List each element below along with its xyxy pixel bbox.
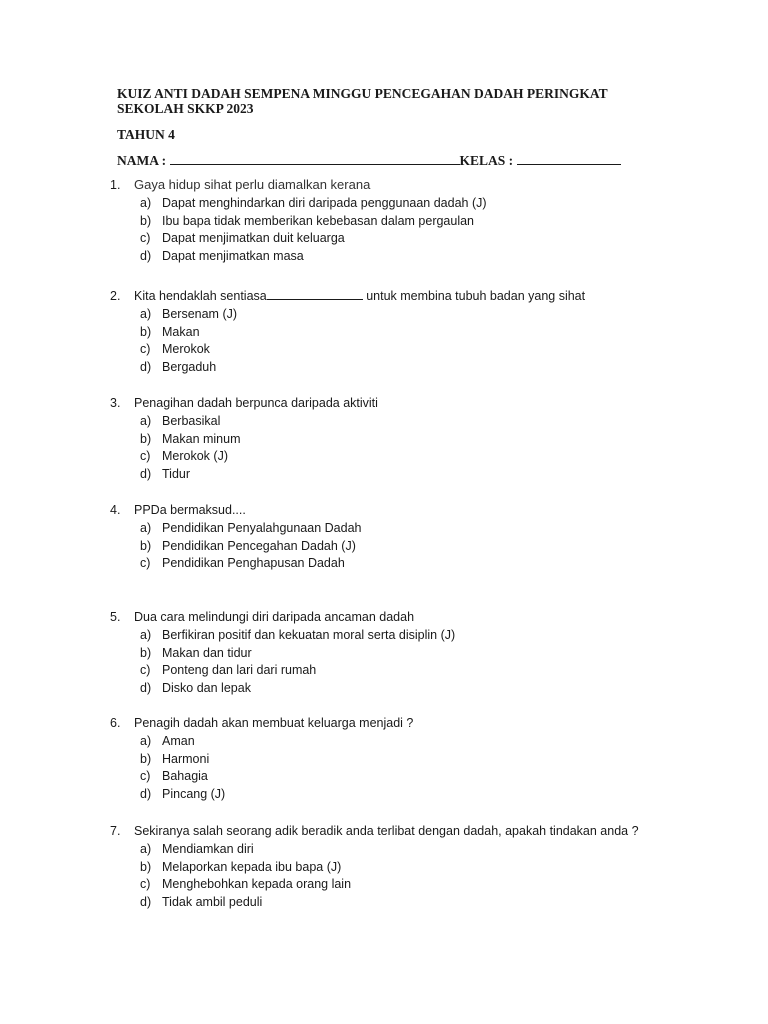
option-text: Disko dan lepak — [162, 681, 251, 696]
option-c — [110, 341, 585, 359]
option-text: Ibu bapa tidak memberikan kebebasan dalam pergaulan — [162, 213, 475, 228]
option-text: Makan dan tidur — [162, 645, 252, 660]
option-letter: d) — [140, 467, 152, 482]
question-number: 5. — [110, 610, 121, 624]
option-letter: c) — [140, 449, 151, 464]
option-d — [110, 786, 413, 804]
question-text-line — [110, 288, 585, 306]
option-letter: c) — [140, 663, 151, 678]
option-text: Melaporkan kepada ibu bapa (J) — [162, 859, 342, 874]
question-number: 2. — [110, 289, 121, 303]
question-1 — [110, 176, 487, 266]
option-d — [110, 359, 585, 377]
option-letter: b) — [140, 859, 152, 874]
option-text: Mendiamkan diri — [162, 841, 254, 856]
answer-blank-line — [267, 288, 363, 300]
question-6 — [110, 715, 413, 804]
option-c — [110, 230, 487, 248]
option-letter: d) — [140, 249, 152, 264]
option-text: Merokok — [162, 342, 210, 357]
option-text: Berfikiran positif dan kekuatan moral serta disiplin (J) — [162, 627, 456, 642]
option-letter: b) — [140, 538, 152, 553]
option-b — [110, 751, 413, 769]
option-letter: d) — [140, 360, 152, 375]
option-letter: a) — [140, 413, 152, 428]
option-letter: b) — [140, 751, 152, 766]
question-text: Dua cara melindungi diri daripada ancaman dadah — [134, 610, 415, 624]
option-text: Bersenam (J) — [162, 306, 238, 321]
option-text: Dapat menghindarkan diri daripada penggunaan dadah (J) — [162, 195, 487, 210]
question-text-line — [110, 609, 455, 627]
option-letter: a) — [140, 841, 152, 856]
option-text: Merokok (J) — [162, 449, 228, 464]
option-text: Tidur — [162, 467, 191, 482]
question-5 — [110, 609, 455, 698]
question-text: Penagihan dadah berpunca daripada aktiviti — [134, 396, 378, 410]
option-d — [110, 466, 378, 484]
option-text: Makan — [162, 324, 200, 339]
question-text: Penagih dadah akan membuat keluarga menjadi ? — [134, 716, 414, 730]
question-text-line — [110, 715, 413, 733]
option-text: Pendidikan Penyalahgunaan Dadah — [162, 520, 362, 535]
option-b — [110, 324, 585, 342]
question-number: 3. — [110, 396, 121, 410]
option-a — [110, 733, 413, 751]
option-text: Pendidikan Pencegahan Dadah (J) — [162, 538, 356, 553]
question-4 — [110, 502, 361, 573]
option-letter: b) — [140, 431, 152, 446]
option-b — [110, 538, 361, 556]
option-letter: d) — [140, 895, 152, 910]
question-number: 1. — [110, 178, 121, 192]
option-letter: b) — [140, 645, 152, 660]
question-text: Gaya hidup sihat perlu diamalkan kerana — [134, 177, 371, 192]
option-b — [110, 859, 639, 877]
option-c — [110, 876, 639, 894]
year-label: TAHUN 4 — [117, 127, 175, 142]
option-letter: a) — [140, 520, 152, 535]
question-text: Sekiranya salah seorang adik beradik anda terlibat dengan dadah, apakah tindakan anda ? — [134, 824, 639, 838]
question-number: 7. — [110, 824, 121, 838]
option-letter: d) — [140, 787, 152, 802]
option-letter: b) — [140, 213, 152, 228]
class-blank-line — [517, 152, 621, 165]
option-letter: c) — [140, 877, 151, 892]
option-text: Aman — [162, 733, 195, 748]
document-title: KUIZ ANTI DADAH SEMPENA MINGGU PENCEGAHAN DADAH PERINGKAT SEKOLAH SKKP 2023 — [117, 86, 608, 116]
question-text-after: untuk membina tubuh badan yang sihat — [362, 289, 586, 303]
option-d — [110, 248, 487, 266]
option-a — [110, 195, 487, 213]
option-text: Ponteng dan lari dari rumah — [162, 663, 317, 678]
question-3 — [110, 395, 378, 484]
option-text: Pendidikan Penghapusan Dadah — [162, 556, 345, 571]
option-text: Dapat menjimatkan masa — [162, 249, 304, 264]
name-label: NAMA : — [117, 153, 170, 168]
option-letter: c) — [140, 556, 151, 571]
question-text-line — [110, 823, 639, 841]
option-b — [110, 431, 378, 449]
option-a — [110, 520, 361, 538]
option-letter: b) — [140, 324, 152, 339]
option-text: Dapat menjimatkan duit keluarga — [162, 231, 345, 246]
option-c — [110, 662, 455, 680]
question-7 — [110, 823, 639, 912]
option-a — [110, 306, 585, 324]
option-letter: a) — [140, 733, 152, 748]
option-letter: d) — [140, 681, 152, 696]
option-a — [110, 841, 639, 859]
option-text: Berbasikal — [162, 413, 221, 428]
option-c — [110, 448, 378, 466]
option-a — [110, 627, 455, 645]
option-c — [110, 555, 361, 573]
name-blank-line — [170, 152, 460, 165]
question-text-line — [110, 395, 378, 413]
question-text-line — [110, 502, 361, 520]
option-letter: a) — [140, 306, 152, 321]
option-text: Tidak ambil peduli — [162, 895, 263, 910]
option-text: Bergaduh — [162, 360, 217, 375]
option-text: Pincang (J) — [162, 787, 226, 802]
option-letter: c) — [140, 231, 151, 246]
option-letter: c) — [140, 769, 151, 784]
option-letter: c) — [140, 342, 151, 357]
option-d — [110, 894, 639, 912]
question-text-line — [110, 176, 487, 195]
option-letter: a) — [140, 195, 152, 210]
question-number: 4. — [110, 503, 121, 517]
option-b — [110, 645, 455, 663]
option-text: Bahagia — [162, 769, 208, 784]
option-a — [110, 413, 378, 431]
question-number: 6. — [110, 716, 121, 730]
option-text: Harmoni — [162, 751, 210, 766]
question-text-before: Kita hendaklah sentiasa — [134, 289, 267, 303]
option-c — [110, 768, 413, 786]
option-b — [110, 213, 487, 231]
question-text: PPDa bermaksud.... — [134, 503, 246, 517]
option-d — [110, 680, 455, 698]
option-text: Makan minum — [162, 431, 241, 446]
option-letter: a) — [140, 627, 152, 642]
name-class-row — [117, 152, 621, 168]
class-label: KELAS : — [459, 153, 517, 168]
question-2 — [110, 288, 585, 377]
option-text: Menghebohkan kepada orang lain — [162, 877, 352, 892]
